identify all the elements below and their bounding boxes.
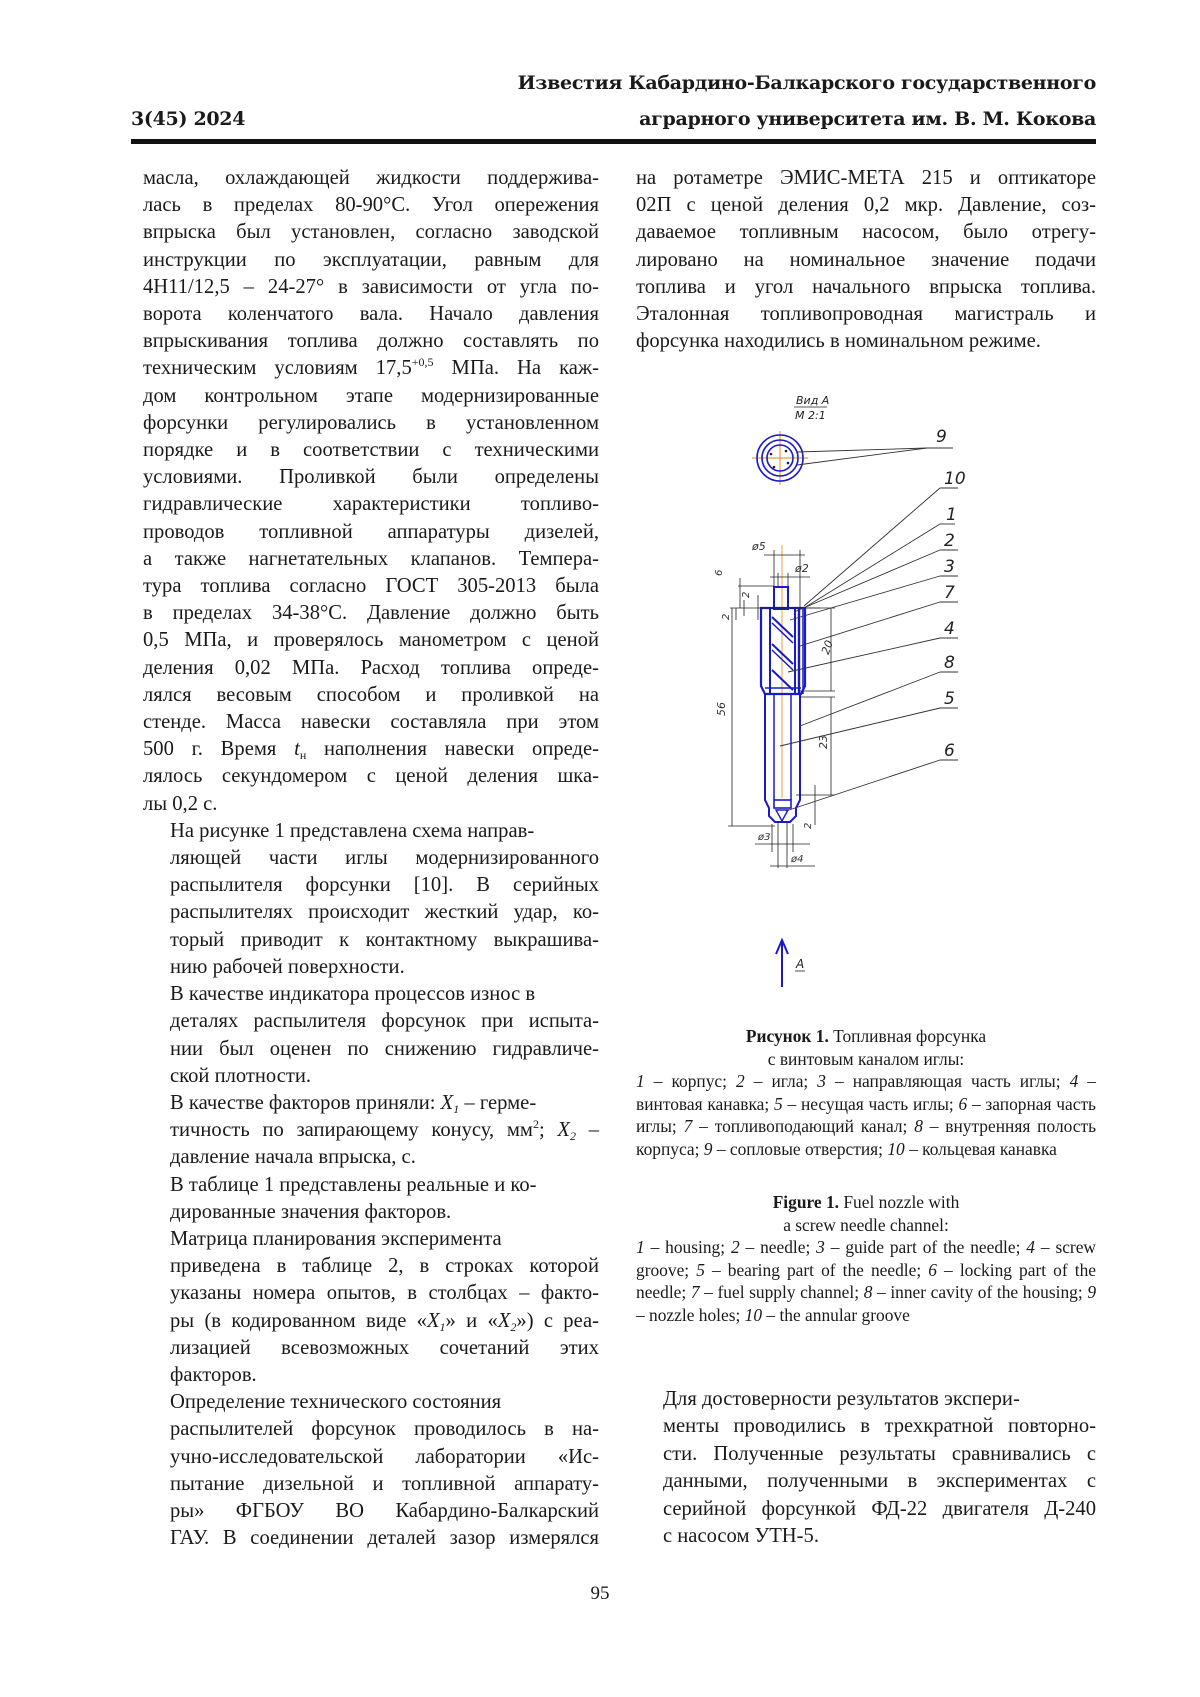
view-a-arrow-icon: [776, 940, 788, 987]
view-arrow-label: А: [796, 957, 805, 971]
factor-x2-subscript: 2: [510, 1319, 517, 1334]
factor-x2-subscript: 2: [570, 1129, 576, 1144]
text-line: Матрица планирования эксперимента: [170, 1227, 502, 1250]
journal-title-line-1: Известия Кабардино-Балкарского государственного: [517, 72, 1096, 94]
text-fragment: ;: [538, 1119, 558, 1142]
callout-10: 10: [944, 469, 966, 489]
callout-9: 9: [936, 427, 947, 447]
text-line: [143, 1308, 599, 1335]
journal-title-line-2: аграрного университета им. В. М. Кокова: [639, 108, 1096, 130]
paragraph-continuation-right: [636, 165, 1096, 355]
caption-label: Figure 1.: [772, 1192, 840, 1212]
caption-title-text: Fuel nozzle with: [839, 1192, 960, 1212]
paragraph-laboratory: [143, 1389, 599, 1552]
factor-x1: X: [426, 1309, 440, 1332]
text-line: лировано на номинальное значение подачи: [636, 248, 1096, 271]
time-symbol: t: [294, 738, 300, 761]
text-line: с насосом УТН-5.: [663, 1525, 819, 1548]
dim-height-2c: 2: [803, 822, 814, 829]
dim-height-56: 56: [715, 702, 728, 716]
text-line: сти. Полученные результаты сравнивались с: [663, 1442, 1096, 1465]
paragraph-planning-matrix: [143, 1226, 599, 1389]
text-line: менты проводились в трехкратной повторно-: [663, 1415, 1096, 1438]
text-line: ской плотности.: [170, 1064, 312, 1087]
text-fragment: тичность по запирающему конусу, мм: [170, 1119, 533, 1142]
callout-1: 1: [946, 505, 957, 525]
caption-title-line-2: a screw needle channel:: [783, 1214, 949, 1235]
dim-diameter-3: ø3: [758, 832, 771, 843]
text-line: В таблице 1 представлены реальные и ко-: [170, 1173, 537, 1196]
text-line: указаны номера опытов, в столбцах – факто-: [170, 1282, 599, 1305]
text-fragment: 500 г. Время: [143, 738, 295, 761]
unit-superscript: 2: [532, 1117, 539, 1132]
tolerance-superscript: +0,5: [411, 355, 434, 370]
text-line: торый приводит к контактному выкрашива-: [170, 928, 599, 951]
view-label-top: Вид А: [796, 394, 830, 407]
callout-numbers: [944, 469, 966, 761]
caption-label: Рисунок 1.: [745, 1026, 829, 1046]
paragraph-wear-indicator: [143, 981, 599, 1090]
left-column: [143, 165, 599, 1552]
text-line: лизацией всевозможных сочетаний этих: [170, 1336, 599, 1359]
text-line: инструкции по эксплуатации, равным для: [143, 248, 599, 271]
page-number: 95: [590, 1583, 610, 1604]
callout-8: 8: [944, 653, 955, 673]
text-line: дированные значения факторов.: [170, 1200, 452, 1223]
text-fragment: ») с реа-: [516, 1309, 599, 1332]
text-line: лялось секундомером с ценой деления шка-: [143, 765, 599, 788]
text-line: На рисунке 1 представлена схема направ-: [170, 819, 535, 842]
text-line: давление начала впрыска, с.: [170, 1146, 416, 1169]
text-line: деталях распылителя форсунок при испыта-: [170, 1010, 599, 1033]
nozzle-tip-end-view: [752, 431, 808, 485]
text-fragment: –: [576, 1119, 599, 1142]
text-line: стенде. Масса навески составляла при этом: [143, 711, 599, 734]
factor-x2: X: [557, 1119, 570, 1142]
nozzle-body-section: [761, 545, 805, 822]
text-line: лы 0,2 с.: [143, 792, 218, 815]
caption-legend: 1 – housing; 2 – needle; 3 – guide part of the needle; 4 – screw groove; 5 – bearing part of the needle; 6 – locking part of the needle; 7 – fuel supply channel; 8 – inner cavity of the housing; 9 – nozzle holes; 10 – the annular groove: [636, 1237, 1097, 1325]
text-line: ры» ФГБОУ ВО Кабардино-Балкарский: [170, 1499, 599, 1522]
text-line: В качестве индикатора процессов износ в: [170, 983, 536, 1006]
text-line: приведена в таблице 2, в строках которой: [170, 1255, 599, 1278]
dim-height-2a: 2: [741, 591, 752, 598]
text-fragment: – герме-: [459, 1091, 537, 1114]
paragraph-figure-reference: [143, 818, 599, 981]
caption-title-line-2: с винтовым каналом иглы:: [767, 1048, 965, 1069]
text-line: ГАУ. В соединении деталей зазор измерялся: [170, 1527, 599, 1550]
text-line: а также нагнетательных клапанов. Темпера-: [143, 547, 599, 570]
text-line: проводов топливной аппаратуры дизелей,: [143, 520, 599, 543]
text-line: пытание дизельной и топливной аппарату-: [170, 1472, 599, 1495]
text-line: лась в пределах 80-90°С. Угол опережения: [143, 194, 599, 217]
dim-height-23: 23: [817, 735, 830, 749]
text-line: [143, 736, 599, 763]
text-fragment: ры (в кодированном виде «: [170, 1309, 427, 1332]
right-column-bottom: [636, 1386, 1096, 1550]
text-line: 0,5 МПа, и проверялось манометром с ценой: [143, 629, 599, 652]
text-line: дом контрольном этапе модернизированные: [143, 384, 599, 407]
text-line: впрыска был установлен, согласно заводской: [143, 221, 599, 244]
text-line: нию рабочей поверхности.: [170, 955, 405, 978]
text-line: форсунка находились в номинальном режиме.: [636, 330, 1041, 353]
callout-2: 2: [944, 531, 955, 551]
text-fragment: » и «: [445, 1309, 498, 1332]
header-divider: [131, 139, 1096, 144]
text-fragment: В качестве факторов приняли:: [170, 1091, 441, 1114]
text-fragment: МПа. На каж-: [433, 357, 599, 380]
text-line: Эталонная топливопроводная магистраль и: [636, 303, 1096, 326]
callout-6: 6: [944, 741, 955, 761]
text-line: [143, 1117, 599, 1144]
callout-5: 5: [944, 689, 955, 709]
paragraph-continuation: [143, 165, 599, 818]
caption-title: [636, 1191, 1096, 1214]
text-line: 02П с ценой деления 0,2 мкр. Давление, соз-: [636, 194, 1096, 217]
dim-height-2b: 2: [721, 613, 732, 620]
text-fragment: техническим условиям 17,5: [143, 357, 412, 380]
caption-title-text: Топливная форсунка: [828, 1026, 987, 1046]
text-line: ворота коленчатого вала. Начало давления: [143, 303, 599, 326]
text-line: лялся весовым способом и проливкой на: [143, 683, 599, 706]
right-column-top: [636, 165, 1096, 355]
paragraph-factors: [143, 1090, 599, 1172]
text-line: Определение технического состояния: [170, 1391, 502, 1414]
text-line: впрыскивания топлива должно составлять по: [143, 330, 599, 353]
text-line: учно-исследовательской лаборатории «Ис-: [170, 1445, 599, 1468]
factor-x2: X: [497, 1309, 511, 1332]
factor-x1-subscript: 1: [453, 1101, 460, 1116]
text-fragment: наполнения навески опреде-: [306, 738, 599, 761]
view-label-scale: М 2:1: [795, 409, 826, 422]
callout-4: 4: [944, 619, 955, 639]
dim-diameter-4: ø4: [791, 854, 804, 865]
text-line: серийной форсункой ФД-22 двигателя Д-240: [663, 1497, 1096, 1520]
text-line: топлива и угол начального впрыска топлива.: [636, 275, 1096, 298]
caption-title: [636, 1025, 1096, 1048]
text-line: данными, полученными в экспериментах с: [663, 1470, 1096, 1493]
text-line: Для достоверности результатов экспери-: [663, 1388, 1020, 1410]
dim-diameter-5: ø5: [752, 540, 766, 553]
figure-caption-english: [636, 1191, 1096, 1327]
callout-7: 7: [944, 583, 955, 603]
dim-height-20: 20: [818, 638, 836, 657]
text-line: тура топлива согласно ГОСТ 305-2013 была: [143, 575, 599, 598]
nozzle-drawing-svg: [700, 390, 1030, 1000]
text-line: форсунки регулировались в установленном: [143, 411, 599, 434]
callout-3: 3: [944, 557, 955, 577]
text-line: на ротаметре ЭМИС-МЕТА 215 и оптикаторе: [636, 167, 1096, 189]
text-line: порядке и в соответствии с техническими: [143, 439, 599, 462]
issue-number: 3(45) 2024: [131, 108, 246, 130]
text-line: распылителей форсунок проводилось в на-: [170, 1418, 599, 1441]
dim-height-6: 6: [714, 569, 725, 576]
time-subscript: н: [299, 748, 307, 763]
dim-diameter-2: ø2: [795, 562, 809, 575]
paragraph-reliability: [636, 1386, 1096, 1550]
text-line: в пределах 34-38°С. Давление должно быть: [143, 602, 599, 625]
text-line: даваемое топливным насосом, было отрегу-: [636, 221, 1096, 244]
text-line: гидравлические характеристики топливо-: [143, 493, 599, 516]
callout-leaders: [780, 488, 958, 811]
text-line: деления 0,02 МПа. Расход топлива опреде-: [143, 656, 599, 679]
text-line: распылителях происходит жесткий удар, ко-: [170, 901, 599, 924]
caption-legend: 1 – корпус; 2 – игла; 3 – направляющая часть иглы; 4 – винтовая канавка; 5 – несущая часть иглы; 6 – запорная часть иглы; 7 – топливоподающий канал; 8 – внутренняя полость корпуса; 9 – сопловые отверстия; 10 – кольцевая канавка: [636, 1071, 1097, 1159]
text-line: факторов.: [170, 1363, 257, 1386]
text-line: 4Н11/12,5 – 24-27° в зависимости от угла по-: [143, 275, 599, 298]
text-line: ляющей части иглы модернизированного: [170, 847, 599, 870]
text-line: нии был оценен по снижению гидравличе-: [170, 1037, 599, 1060]
figure-caption-russian: [636, 1025, 1096, 1161]
figure-1-fuel-nozzle-drawing: [700, 390, 1030, 1000]
text-line: условиями. Проливкой были определены: [143, 466, 599, 489]
text-line: распылителя форсунки [10]. В серийных: [170, 874, 599, 897]
factor-x1-subscript: 1: [439, 1319, 446, 1334]
paragraph-table-1-reference: [143, 1172, 599, 1226]
text-line: [143, 355, 599, 382]
text-line: масла, охлаждающей жидкости поддержива-: [143, 167, 599, 189]
factor-x1: X: [440, 1091, 454, 1114]
